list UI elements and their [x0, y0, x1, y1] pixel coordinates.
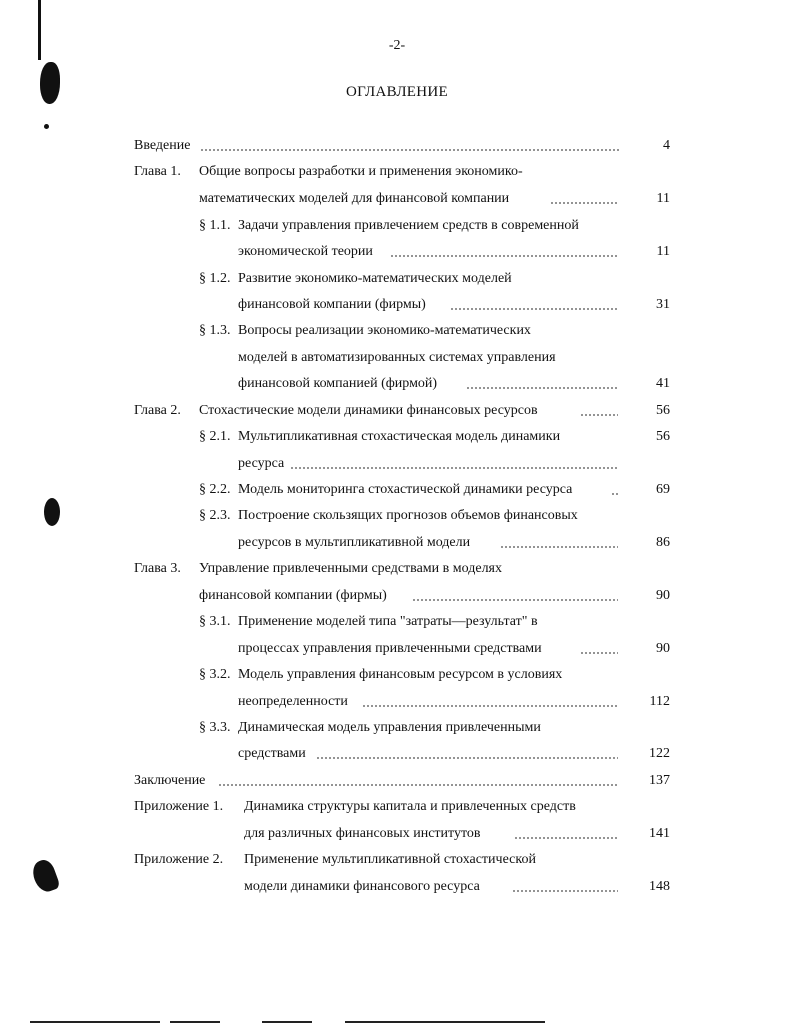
toc-entry-title-cont: ресурсов в мультипликативной модели	[238, 535, 471, 550]
toc-chapter-prefix: Глава 2.	[134, 403, 181, 418]
toc-entry-conclusion[interactable]	[134, 768, 670, 794]
toc-entry-title: Задачи управления привлечением средств в современной	[238, 218, 579, 233]
toc-entry-title: Управление привлеченными средствами в моделях	[199, 561, 502, 576]
toc-entry-title-cont: неопределенности	[238, 694, 348, 709]
toc-entry-label: Заключение	[134, 773, 206, 788]
toc-page-number: 11	[656, 191, 670, 206]
toc-section-prefix: § 1.2.	[199, 271, 231, 286]
toc-page-number: 56	[656, 403, 670, 418]
leader-dots	[466, 387, 618, 389]
toc-entry-title: Стохастические модели динамики финансовых ресурсов	[199, 403, 538, 418]
toc-chapter-prefix: Глава 1.	[134, 164, 181, 179]
leader-dots	[200, 149, 620, 151]
leader-dots	[514, 837, 618, 839]
toc-appendix-prefix: Приложение 2.	[134, 852, 224, 867]
toc-page-number: 69	[656, 482, 670, 497]
toc-entry-appendix-1-cont[interactable]	[134, 821, 670, 847]
toc-entry-section-3-1-cont[interactable]	[134, 636, 670, 662]
scan-artifact-bottom-rule-4	[345, 1021, 545, 1023]
toc-entry-title-cont: математических моделей для финансовой компании	[199, 191, 510, 206]
toc-entry-intro[interactable]	[134, 133, 670, 159]
toc-entry-section-2-2[interactable]	[134, 477, 670, 503]
toc-entry-section-1-1[interactable]	[134, 213, 670, 239]
toc-page-number: 90	[656, 641, 670, 656]
toc-entry-title: Мультипликативная стохастическая модель динамики	[238, 429, 561, 444]
toc-section-prefix: § 3.3.	[199, 720, 231, 735]
toc-entry-section-1-1-cont[interactable]	[134, 239, 670, 265]
toc-section-prefix: § 1.1.	[199, 218, 231, 233]
toc-entry-title: Динамическая модель управления привлеченными	[238, 720, 541, 735]
toc-entry-title: Модель управления финансовым ресурсом в условиях	[238, 667, 563, 682]
toc-entry-chapter-3-cont[interactable]	[134, 583, 670, 609]
page-number: -2-	[388, 38, 406, 53]
toc-section-prefix: § 2.2.	[199, 482, 231, 497]
leader-dots	[290, 467, 618, 469]
toc-page-number: 86	[656, 535, 670, 550]
scan-artifact-bottom-rule-2	[170, 1021, 220, 1023]
leader-dots	[316, 757, 618, 759]
toc-entry-section-1-2[interactable]	[134, 266, 670, 292]
toc-page-number: 31	[656, 297, 670, 312]
toc-chapter-prefix: Глава 3.	[134, 561, 181, 576]
toc-section-prefix: § 2.3.	[199, 508, 231, 523]
toc-entry-appendix-1[interactable]	[134, 794, 670, 820]
toc-section-prefix: § 1.3.	[199, 323, 231, 338]
leader-dots	[611, 493, 619, 495]
toc-appendix-prefix: Приложение 1.	[134, 799, 224, 814]
toc-entry-title-cont: финансовой компании (фирмы)	[238, 297, 426, 312]
toc-entry-title: Применение моделей типа "затраты—результат" в	[238, 614, 538, 629]
toc-page-number: 148	[649, 879, 670, 894]
table-of-contents	[0, 133, 794, 893]
toc-section-prefix: § 3.2.	[199, 667, 231, 682]
toc-entry-title-cont: модели динамики финансового ресурса	[244, 879, 480, 894]
leader-dots	[500, 546, 618, 548]
leader-dots	[362, 705, 618, 707]
page-title: ОГЛАВЛЕНИЕ	[346, 84, 448, 100]
toc-entry-title: Общие вопросы разработки и применения экономико-	[199, 164, 523, 179]
toc-page-number: 122	[649, 746, 670, 761]
toc-page-number: 112	[649, 694, 670, 709]
toc-entry-title: Построение скользящих прогнозов объемов финансовых	[238, 508, 578, 523]
toc-entry-chapter-1-cont[interactable]	[134, 186, 670, 212]
leader-dots	[218, 784, 618, 786]
toc-entry-section-1-3[interactable]	[134, 318, 670, 344]
toc-page-number: 137	[649, 773, 670, 788]
toc-entry-section-2-1[interactable]	[134, 424, 670, 450]
toc-entry-title: Применение мультипликативной стохастической	[244, 852, 536, 867]
toc-entry-section-1-2-cont[interactable]	[134, 292, 670, 318]
toc-entry-section-3-3[interactable]	[134, 715, 670, 741]
toc-page-number: 4	[663, 138, 670, 153]
toc-page-number: 11	[656, 244, 670, 259]
scan-artifact-dot	[44, 124, 49, 129]
toc-entry-title: Динамика структуры капитала и привлеченных средств	[244, 799, 576, 814]
toc-entry-section-1-3-cont2[interactable]	[134, 371, 670, 397]
toc-entry-title-cont: финансовой компанией (фирмой)	[238, 376, 438, 391]
leader-dots	[412, 599, 618, 601]
toc-entry-title: Развитие экономико-математических моделей	[238, 271, 512, 286]
toc-entry-section-3-2[interactable]	[134, 662, 670, 688]
toc-entry-title-cont: процессах управления привлеченными средствами	[238, 641, 542, 656]
toc-entry-title-cont: для различных финансовых институтов	[244, 826, 481, 841]
toc-entry-appendix-2[interactable]	[134, 847, 670, 873]
toc-entry-section-2-3[interactable]	[134, 503, 670, 529]
leader-dots	[580, 414, 618, 416]
toc-page-number: 141	[649, 826, 670, 841]
toc-entry-title-cont: экономической теории	[238, 244, 373, 259]
toc-entry-title-cont: финансовой компании (фирмы)	[199, 588, 387, 603]
toc-entry-section-2-1-cont[interactable]	[134, 451, 670, 477]
toc-entry-section-3-1[interactable]	[134, 609, 670, 635]
toc-entry-section-3-2-cont[interactable]	[134, 689, 670, 715]
scan-artifact-bottom-rule-1	[30, 1021, 160, 1023]
toc-entry-chapter-3[interactable]	[134, 556, 670, 582]
leader-dots	[512, 890, 618, 892]
toc-section-prefix: § 2.1.	[199, 429, 231, 444]
toc-entry-section-3-3-cont[interactable]	[134, 741, 670, 767]
leader-dots	[580, 652, 618, 654]
toc-page-number: 90	[656, 588, 670, 603]
toc-entry-section-1-3-cont[interactable]	[134, 345, 670, 371]
toc-entry-title-cont: ресурса	[238, 456, 285, 471]
toc-entry-chapter-1[interactable]	[134, 159, 670, 185]
leader-dots	[390, 255, 618, 257]
toc-page-number: 56	[656, 429, 670, 444]
toc-entry-title-cont: моделей в автоматизированных системах управления	[238, 350, 556, 365]
toc-entry-label: Введение	[134, 138, 191, 153]
toc-page-number: 41	[656, 376, 670, 391]
toc-entry-chapter-2[interactable]	[134, 398, 670, 424]
leader-dots	[450, 308, 618, 310]
leader-dots	[550, 202, 618, 204]
toc-entry-title-cont: средствами	[238, 746, 306, 761]
toc-entry-section-2-3-cont[interactable]	[134, 530, 670, 556]
toc-entry-title: Вопросы реализации экономико-математических	[238, 323, 531, 338]
scan-artifact-bottom-rule-3	[262, 1021, 312, 1023]
toc-entry-title: Модель мониторинга стохастической динамики ресурса	[238, 482, 573, 497]
toc-section-prefix: § 3.1.	[199, 614, 231, 629]
toc-entry-appendix-2-cont[interactable]	[134, 874, 670, 900]
